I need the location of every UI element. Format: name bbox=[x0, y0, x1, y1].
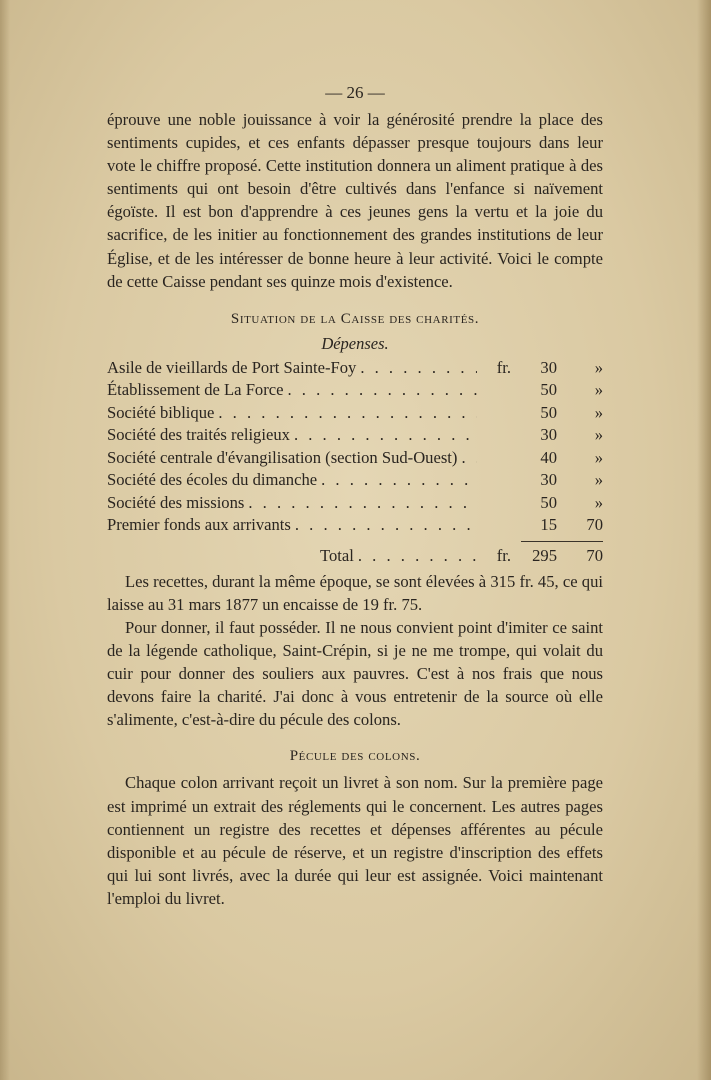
expense-label: Premier fonds aux arrivants bbox=[107, 515, 291, 535]
expense-row bbox=[107, 447, 603, 470]
expense-label: Société biblique bbox=[107, 402, 215, 422]
expense-row bbox=[107, 379, 603, 402]
total-amount: 295 bbox=[532, 545, 557, 565]
expense-label: Établissement de La Force bbox=[107, 380, 284, 400]
expense-row bbox=[107, 357, 603, 380]
page-edge-shadow-right bbox=[697, 0, 711, 1080]
expense-label: Société centrale d'évangilisation (section Sud-Ouest) bbox=[107, 447, 458, 467]
expense-leader-dots bbox=[214, 402, 477, 425]
total-row bbox=[107, 542, 603, 570]
expense-row bbox=[107, 424, 603, 447]
expense-label: Société des traités religieux bbox=[107, 425, 290, 445]
total-leader-dots bbox=[354, 542, 477, 570]
expense-cents: » bbox=[594, 492, 603, 512]
expense-amount: 50 bbox=[540, 402, 557, 422]
paragraph-intro: éprouve une noble jouissance à voir la générosité prendre la place des sentiments cupides, et ces enfants dépasser presque toujours dans leur vote le chiffre proposé. Cette institution donnera un aliment pratique à des sentiments qui ont besoin d'être cultivés dans l'enfance si naïvement égoïste. Il est bon d'apprendre à ces jeunes gens la vertu et la joie du sacrifice, de les initier au fonctionnement des grandes institutions de leur Église, et de les intéresser de bonne heure à leur activité. Voici le compte de cette Caisse pendant ses quinze mois d'existence. bbox=[107, 110, 603, 291]
expense-cents: » bbox=[594, 447, 603, 467]
expense-leader-dots bbox=[356, 357, 477, 380]
total-label: Total bbox=[320, 545, 354, 565]
expense-leader-dots bbox=[457, 447, 477, 470]
page-number: — 26 — bbox=[325, 83, 385, 102]
expense-amount: 15 bbox=[540, 515, 557, 535]
expense-row bbox=[107, 514, 603, 537]
expense-cents: » bbox=[594, 425, 603, 445]
expense-leader-dots bbox=[283, 379, 477, 402]
expense-label: Société des missions bbox=[107, 492, 245, 512]
expense-row bbox=[107, 492, 603, 515]
expense-row bbox=[107, 469, 603, 492]
expense-amount: 30 bbox=[540, 470, 557, 490]
section-heading-pecule: Pécule des colons. bbox=[289, 748, 421, 765]
expense-currency: fr. bbox=[496, 357, 511, 377]
total-currency: fr. bbox=[496, 545, 511, 565]
expense-amount: 30 bbox=[540, 357, 557, 377]
page-edge-shadow-left bbox=[0, 0, 10, 1080]
paragraph-livret: Chaque colon arrivant reçoit un livret à son nom. Sur la première page est imprimé un extrait des réglements qui le concernent. Les autres pages contiennent un registre des recettes et dépenses afférentes au pécule disponible et au pécule de réserve, et un registre d'inscription des effets qui lui sont livrés, avec la durée qui leur est assignée. Voici maintenant l'emploi du livret. bbox=[107, 773, 603, 908]
expense-cents: » bbox=[594, 470, 603, 490]
expense-cents: » bbox=[594, 380, 603, 400]
total-cents: 70 bbox=[586, 545, 603, 565]
expense-cents: » bbox=[594, 402, 603, 422]
expense-cents: » bbox=[594, 357, 603, 377]
paragraph-recettes: Les recettes, durant la même époque, se sont élevées à 315 fr. 45, ce qui laisse au 31 mars 1877 un encaisse de 19 fr. 75. bbox=[107, 571, 603, 614]
expense-row bbox=[107, 402, 603, 425]
expense-list bbox=[107, 357, 603, 537]
expense-amount: 40 bbox=[540, 447, 557, 467]
expense-amount: 50 bbox=[540, 492, 557, 512]
expense-leader-dots bbox=[317, 469, 477, 492]
subheading-depenses: Dépenses. bbox=[321, 333, 389, 353]
expense-label: Asile de vieillards de Port Sainte-Foy bbox=[107, 357, 357, 377]
paragraph-donner: Pour donner, il faut posséder. Il ne nous convient point d'imiter ce saint de la légende catholique, Saint-Crépin, si je ne me trompe, qui volait du cuir pour donner des souliers aux pauvres. C'est à nos frais que nous devons faire la charité. J'ai donc à vous entretenir de la source où elle s'alimente, c'est-à-dire du pécule des colons. bbox=[107, 617, 603, 730]
page-content bbox=[107, 78, 603, 910]
expense-leader-dots bbox=[291, 514, 477, 537]
expense-leader-dots bbox=[244, 492, 477, 515]
expense-cents: 70 bbox=[586, 515, 603, 535]
expense-label: Société des écoles du dimanche bbox=[107, 470, 318, 490]
expense-amount: 50 bbox=[540, 380, 557, 400]
expense-amount: 30 bbox=[540, 425, 557, 445]
section-heading-caisse: Situation de la Caisse des charités. bbox=[230, 310, 480, 327]
expense-leader-dots bbox=[290, 424, 477, 447]
